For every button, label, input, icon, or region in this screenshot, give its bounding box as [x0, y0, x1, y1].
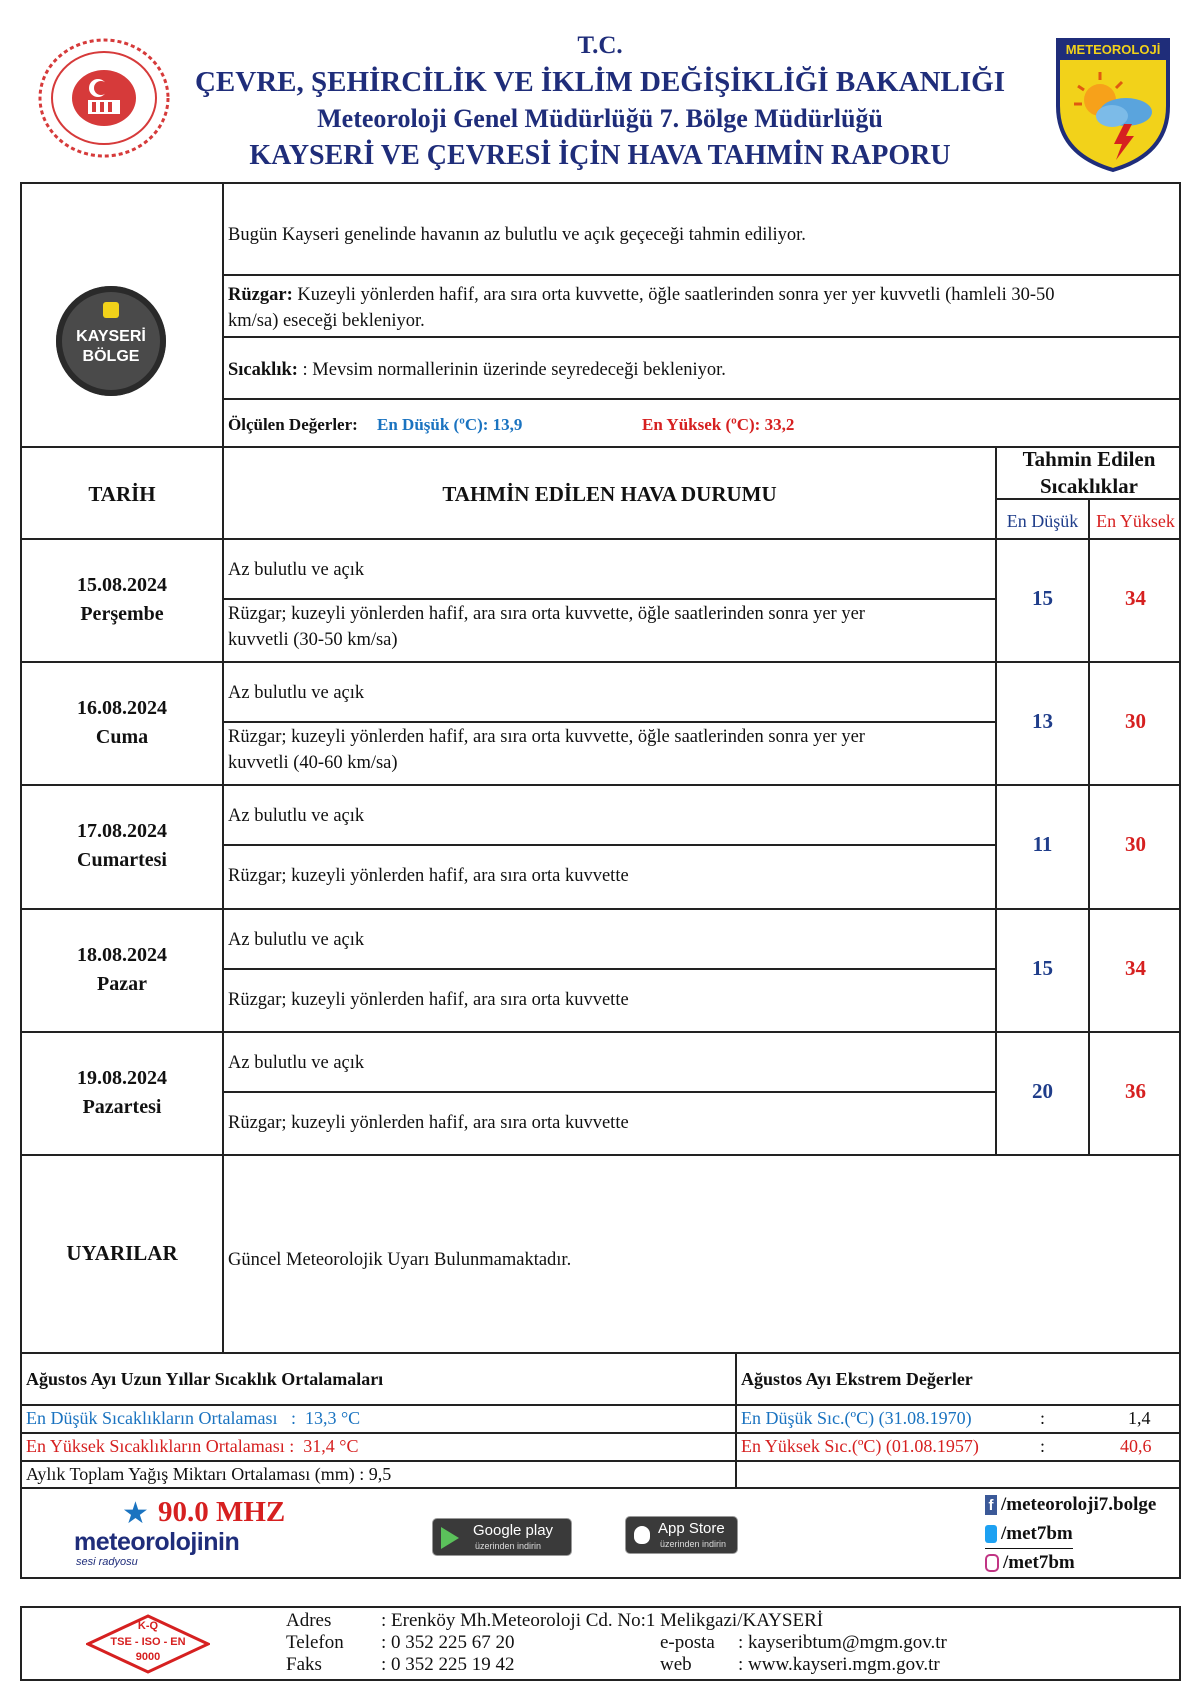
forecast-wind-line1: Rüzgar; kuzeyli yönlerden hafif, ara sıra orta kuvvette — [228, 866, 629, 886]
header-ministry: ÇEVRE, ŞEHİRCİLİK VE İKLİM DEĞİŞİKLİĞİ BAKANLIĞI — [194, 66, 1006, 98]
web-label: web — [660, 1654, 692, 1675]
twitter-link[interactable] — [985, 1523, 1073, 1549]
radio-frequency: 90.0 MHZ — [158, 1496, 286, 1528]
facebook-link[interactable] — [985, 1494, 1156, 1520]
forecast-date: 15.08.2024 — [77, 574, 167, 596]
summary-wind-line1: Kuzeyli yönlerden hafif, ara sıra orta kuvvette, öğle saatlerinden sonra yer yer kuvvetli (hamleli 30-50 — [297, 285, 1055, 305]
forecast-wind-line1: Rüzgar; kuzeyli yönlerden hafif, ara sıra orta kuvvette — [228, 1113, 629, 1133]
summary-general: Bugün Kayseri genelinde havanın az bulutlu ve açık geçeceği tahmin ediliyor. — [228, 225, 806, 245]
email-label: e-posta — [660, 1632, 715, 1653]
google-play-label: Google play — [473, 1522, 554, 1539]
web-value[interactable]: : www.kayseri.mgm.gov.tr — [738, 1654, 940, 1675]
cert-line2: TSE - ISO - EN — [110, 1636, 186, 1648]
twitter-handle: /met7bm — [1001, 1523, 1073, 1544]
address-label: Adres — [286, 1610, 332, 1631]
forecast-wind-line2: kuvvetli (30-50 km/sa) — [228, 630, 398, 650]
forecast-max-temp: 36 — [1125, 1079, 1146, 1103]
forecast-wind-line1: Rüzgar; kuzeyli yönlerden hafif, ara sıra orta kuvvette, öğle saatlerinden sonra yer yer — [228, 604, 865, 624]
star-icon: ★ — [122, 1497, 149, 1530]
forecast-max-temp: 34 — [1125, 956, 1146, 980]
forecast-wind-line1: Rüzgar; kuzeyli yönlerden hafif, ara sıra orta kuvvette, öğle saatlerinden sonra yer yer — [228, 727, 865, 747]
extreme-min-label: En Düşük Sıc.(ºC) (31.08.1970) — [741, 1408, 972, 1428]
summary-wind-label: Rüzgar: — [228, 285, 293, 305]
phone-label: Telefon — [286, 1632, 344, 1653]
forecast-min-temp: 15 — [1032, 586, 1053, 610]
email-value[interactable]: : kayseribtum@mgm.gov.tr — [738, 1632, 947, 1653]
apple-icon — [634, 1526, 650, 1544]
summary-temp — [228, 357, 726, 383]
measured-min: En Düşük (ºC): 13,9 — [377, 415, 523, 434]
forecast-max-temp: 30 — [1125, 709, 1146, 733]
app-store-sub: üzerinden indirin — [660, 1539, 727, 1549]
forecast-min-temp: 20 — [1032, 1079, 1053, 1103]
forecast-min-temp: 15 — [1032, 956, 1053, 980]
long-term-rain: Aylık Toplam Yağış Miktarı Ortalaması (mm) : 9,5 — [26, 1464, 392, 1484]
radio-name: meteorolojinin — [74, 1528, 240, 1556]
long-term-max-avg: En Yüksek Sıcaklıkların Ortalaması : 31,4 °C — [26, 1436, 359, 1456]
radio-subtitle: sesi radyosu — [76, 1556, 138, 1568]
forecast-day: Cumartesi — [77, 849, 167, 871]
twitter-icon — [985, 1525, 997, 1543]
header-tc: T.C. — [577, 32, 623, 59]
forecast-sky: Az bulutlu ve açık — [228, 806, 365, 826]
address-value: : Erenköy Mh.Meteoroloji Cd. No:1 Melikgazi/KAYSERİ — [381, 1610, 824, 1631]
header-forecast: TAHMİN EDİLEN HAVA DURUMU — [442, 482, 777, 506]
forecast-day: Perşembe — [80, 603, 164, 625]
measured-max: En Yüksek (ºC): 33,2 — [642, 415, 795, 434]
phone-value: : 0 352 225 67 20 — [381, 1632, 515, 1653]
summary-temp-label: Sıcaklık: — [228, 360, 298, 380]
extreme-max-sep: : — [1040, 1436, 1046, 1456]
tse-certificate-logo — [86, 1614, 210, 1674]
meteoroloji-logo — [1054, 36, 1172, 174]
summary-wind-line2: km/sa) eseceği bekleniyor. — [228, 311, 425, 331]
forecast-wind-line1: Rüzgar; kuzeyli yönlerden hafif, ara sıra orta kuvvette — [228, 990, 629, 1010]
summary-temp-text: : Mevsim normallerinin üzerinde seyredeceği bekleniyor. — [302, 360, 726, 380]
header-report-title: KAYSERİ VE ÇEVRESİ İÇİN HAVA TAHMİN RAPORU — [249, 140, 951, 171]
instagram-handle: /met7bm — [1003, 1552, 1075, 1573]
summary-wind — [228, 282, 1173, 334]
meteoroloji-logo-text: METEOROLOJİ — [1065, 42, 1161, 57]
extreme-max-label: En Yüksek Sıc.(ºC) (01.08.1957) — [741, 1436, 979, 1456]
region-logo-line2: BÖLGE — [82, 348, 140, 365]
instagram-link[interactable] — [985, 1552, 1075, 1578]
warnings-text: Güncel Meteorolojik Uyarı Bulunmamaktadır. — [228, 1250, 572, 1270]
region-logo-line1: KAYSERİ — [76, 328, 146, 345]
forecast-sky: Az bulutlu ve açık — [228, 1053, 365, 1073]
forecast-max-temp: 34 — [1125, 586, 1146, 610]
google-play-button[interactable] — [432, 1518, 572, 1556]
extreme-min-sep: : — [1040, 1408, 1046, 1428]
header-date: TARİH — [88, 482, 156, 506]
forecast-date: 19.08.2024 — [77, 1067, 167, 1089]
header-directorate: Meteoroloji Genel Müdürlüğü 7. Bölge Müdürlüğü — [317, 104, 883, 133]
forecast-date: 17.08.2024 — [77, 820, 167, 842]
forecast-day: Pazar — [97, 973, 147, 995]
measured-label: Ölçülen Değerler: — [228, 415, 358, 434]
forecast-wind-line2: kuvvetli (40-60 km/sa) — [228, 753, 398, 773]
forecast-date: 18.08.2024 — [77, 944, 167, 966]
fax-label: Faks — [286, 1654, 322, 1675]
extremes-title: Ağustos Ayı Ekstrem Değerler — [741, 1369, 973, 1389]
header-temps-line1: Tahmin Edilen — [1022, 447, 1156, 471]
extreme-max-value: 40,6 — [1120, 1436, 1152, 1456]
long-term-min-avg: En Düşük Sıcaklıkların Ortalaması : 13,3 °C — [26, 1408, 361, 1428]
forecast-sky: Az bulutlu ve açık — [228, 930, 365, 950]
long-term-title: Ağustos Ayı Uzun Yıllar Sıcaklık Ortalamaları — [26, 1369, 384, 1389]
ministry-seal — [36, 36, 172, 160]
header-min: En Düşük — [1006, 511, 1079, 531]
cert-line3: 9000 — [135, 1651, 161, 1663]
warnings-label: UYARILAR — [66, 1241, 178, 1265]
summary-measured — [228, 412, 358, 438]
extreme-min-value: 1,4 — [1128, 1408, 1151, 1428]
forecast-min-temp: 13 — [1032, 709, 1053, 733]
play-icon — [441, 1527, 459, 1549]
forecast-sky: Az bulutlu ve açık — [228, 560, 365, 580]
radio-logo — [70, 1496, 300, 1572]
header-max: En Yüksek — [1096, 511, 1175, 531]
app-store-label: App Store — [658, 1520, 725, 1537]
kayseri-bolge-logo — [56, 286, 166, 396]
cert-line1: K-Q — [137, 1620, 159, 1632]
instagram-icon — [985, 1554, 999, 1572]
forecast-max-temp: 30 — [1125, 832, 1146, 856]
google-play-sub: üzerinden indirin — [475, 1541, 542, 1551]
app-store-button[interactable] — [625, 1516, 738, 1554]
forecast-min-temp: 11 — [1032, 832, 1053, 856]
facebook-icon: f — [985, 1495, 997, 1515]
forecast-date: 16.08.2024 — [77, 697, 167, 719]
forecast-day: Cuma — [95, 726, 149, 748]
forecast-sky: Az bulutlu ve açık — [228, 683, 365, 703]
fax-value: : 0 352 225 19 42 — [381, 1654, 515, 1675]
facebook-handle: /meteoroloji7.bolge — [1001, 1494, 1157, 1515]
forecast-day: Pazartesi — [82, 1096, 162, 1118]
header-temps-line2: Sıcaklıklar — [1039, 474, 1139, 498]
